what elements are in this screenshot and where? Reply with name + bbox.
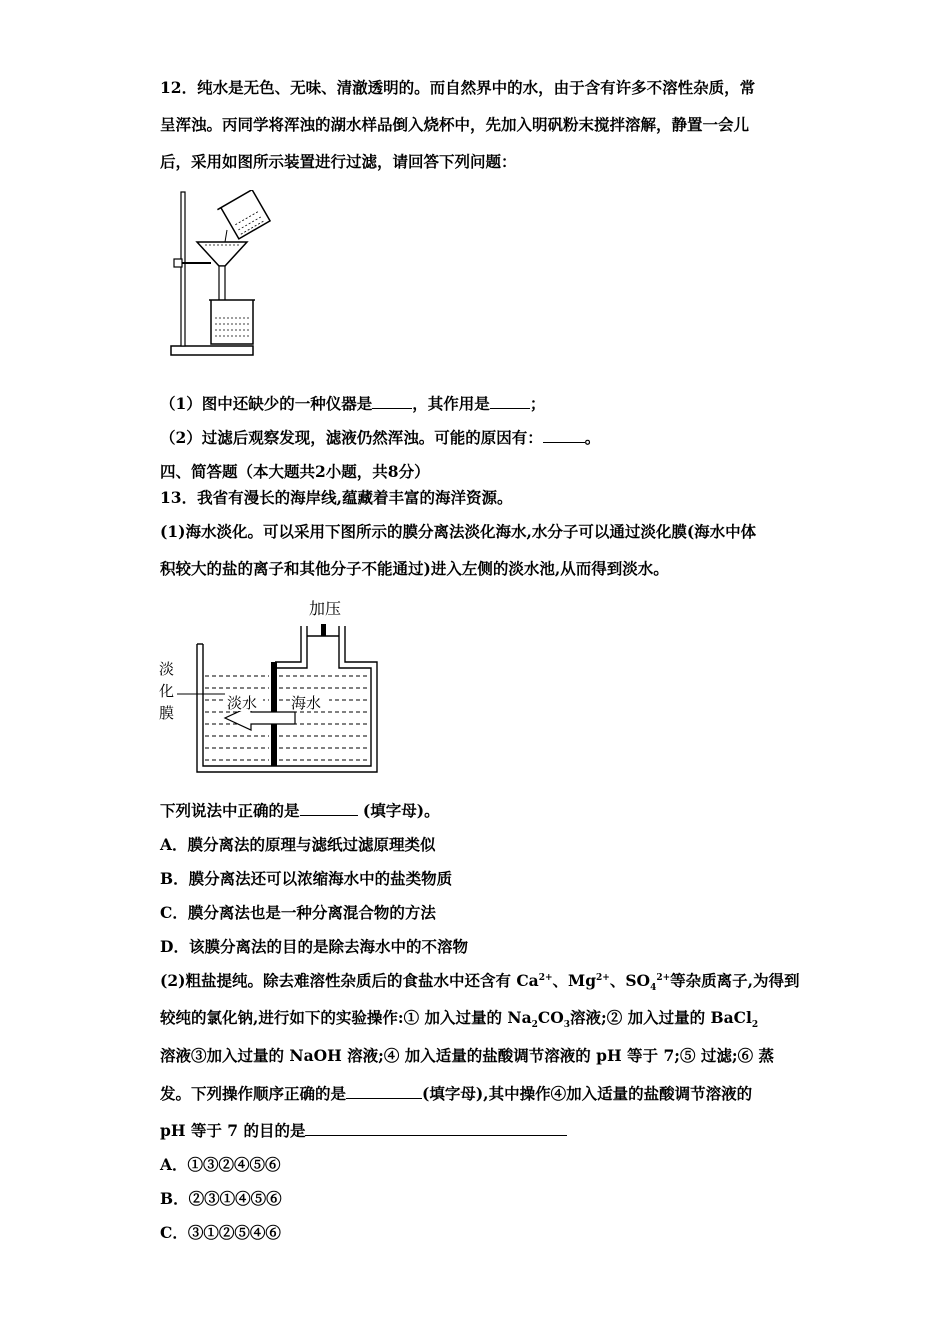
membrane-desalination-figure bbox=[155, 596, 385, 778]
text: (填字母),其中操作④加入适量的盐酸调节溶液的 bbox=[422, 1084, 753, 1103]
text: CO bbox=[537, 1008, 564, 1027]
q13-p2-line-4 bbox=[160, 1084, 752, 1104]
section-heading: 四、简答题（本大题共2小题，共8分） bbox=[160, 462, 430, 481]
answer-blank[interactable] bbox=[543, 428, 585, 443]
text: 等杂质离子,为得到 bbox=[670, 971, 800, 990]
pressure-label: 加压 bbox=[309, 599, 342, 618]
text: 、SO bbox=[609, 971, 651, 990]
q13-intro: 13．我省有漫长的海岸线,蕴藏着丰富的海洋资源。 bbox=[160, 488, 513, 507]
superscript: 2+ bbox=[656, 972, 671, 983]
q13-p2-line-2 bbox=[160, 1008, 759, 1031]
text: 发。下列操作顺序正确的是 bbox=[160, 1084, 347, 1103]
q12-sub1-text-c: ； bbox=[529, 394, 546, 413]
sea-water-label: 海水 bbox=[291, 694, 322, 712]
q12-sub1-text-b: ，其作用是 bbox=[412, 394, 490, 413]
answer-blank[interactable] bbox=[372, 394, 412, 409]
superscript: 2+ bbox=[596, 972, 610, 983]
option2-c: C．③①②⑤④⑥ bbox=[160, 1223, 281, 1242]
answer-blank[interactable] bbox=[300, 801, 358, 816]
q12-line-1: 12．纯水是无色、无味、清澈透明的。而自然界中的水，由于含有许多不溶性杂质，常 bbox=[160, 78, 756, 97]
membrane-label-3: 膜 bbox=[159, 704, 175, 722]
q12-sub2 bbox=[160, 428, 600, 448]
text: 溶液;② 加入过量的 BaCl bbox=[570, 1008, 752, 1027]
q13-p2-line-1 bbox=[160, 971, 800, 994]
q12-line-3: 后，采用如图所示装置进行过滤，请回答下列问题： bbox=[160, 152, 517, 171]
subscript: 2 bbox=[751, 1020, 759, 1031]
text: 较纯的氯化钠,进行如下的实验操作:① 加入过量的 Na bbox=[160, 1008, 532, 1027]
q13-p1-line-1: (1)海水淡化。可以采用下图所示的膜分离法淡化海水,水分子可以通过淡化膜(海水中体 bbox=[160, 522, 757, 541]
q13-q1-prompt-text: 下列说法中正确的是 bbox=[160, 801, 300, 820]
q12-sub2-text-b: 。 bbox=[584, 428, 601, 447]
superscript: 2+ bbox=[538, 972, 553, 983]
q13-p2-line-5 bbox=[160, 1121, 567, 1141]
filtration-apparatus-figure bbox=[165, 190, 285, 362]
subscript: 3 bbox=[563, 1020, 570, 1031]
answer-blank[interactable] bbox=[346, 1084, 422, 1099]
option-c: C．膜分离法也是一种分离混合物的方法 bbox=[160, 903, 436, 922]
answer-blank[interactable] bbox=[490, 394, 530, 409]
q12-sub1-text-a: （1）图中还缺少的一种仪器是 bbox=[160, 394, 373, 413]
q13-p1-line-2: 积较大的盐的离子和其他分子不能通过)进入左侧的淡水池,从而得到淡水。 bbox=[160, 559, 669, 578]
text: pH 等于 7 的目的是 bbox=[160, 1121, 306, 1140]
q12-line-2: 呈浑浊。丙同学将浑浊的湖水样品倒入烧杯中，先加入明矾粉末搅拌溶解，静置一会儿 bbox=[160, 115, 750, 134]
option2-a: A．①③②④⑤⑥ bbox=[160, 1155, 281, 1174]
fresh-water-label: 淡水 bbox=[227, 694, 258, 712]
text: (2)粗盐提纯。除去难溶性杂质后的食盐水中还含有 Ca bbox=[160, 971, 539, 990]
q13-p2-line-3: 溶液③加入过量的 NaOH 溶液;④ 加入适量的盐酸调节溶液的 pH 等于 7;⑤ 过滤;⑥ 蒸 bbox=[160, 1046, 774, 1065]
q13-q1-prompt-suffix: (填字母)。 bbox=[357, 801, 440, 820]
answer-blank[interactable] bbox=[305, 1121, 567, 1136]
option-d: D．该膜分离法的目的是除去海水中的不溶物 bbox=[160, 937, 468, 956]
option-a: A．膜分离法的原理与滤纸过滤原理类似 bbox=[160, 835, 436, 854]
subscript: 2 bbox=[531, 1020, 538, 1031]
q12-sub1 bbox=[160, 394, 545, 414]
membrane-label-2: 化 bbox=[159, 682, 175, 700]
option-b: B．膜分离法还可以浓缩海水中的盐类物质 bbox=[160, 869, 453, 888]
text: 、Mg bbox=[552, 971, 597, 990]
option2-b: B．②③①④⑤⑥ bbox=[160, 1189, 282, 1208]
membrane-label-1: 淡 bbox=[159, 660, 175, 678]
q13-q1-prompt bbox=[160, 801, 440, 821]
q12-sub2-text-a: （2）过滤后观察发现，滤液仍然浑浊。可能的原因有： bbox=[160, 428, 543, 447]
subscript: 4 bbox=[650, 983, 657, 994]
